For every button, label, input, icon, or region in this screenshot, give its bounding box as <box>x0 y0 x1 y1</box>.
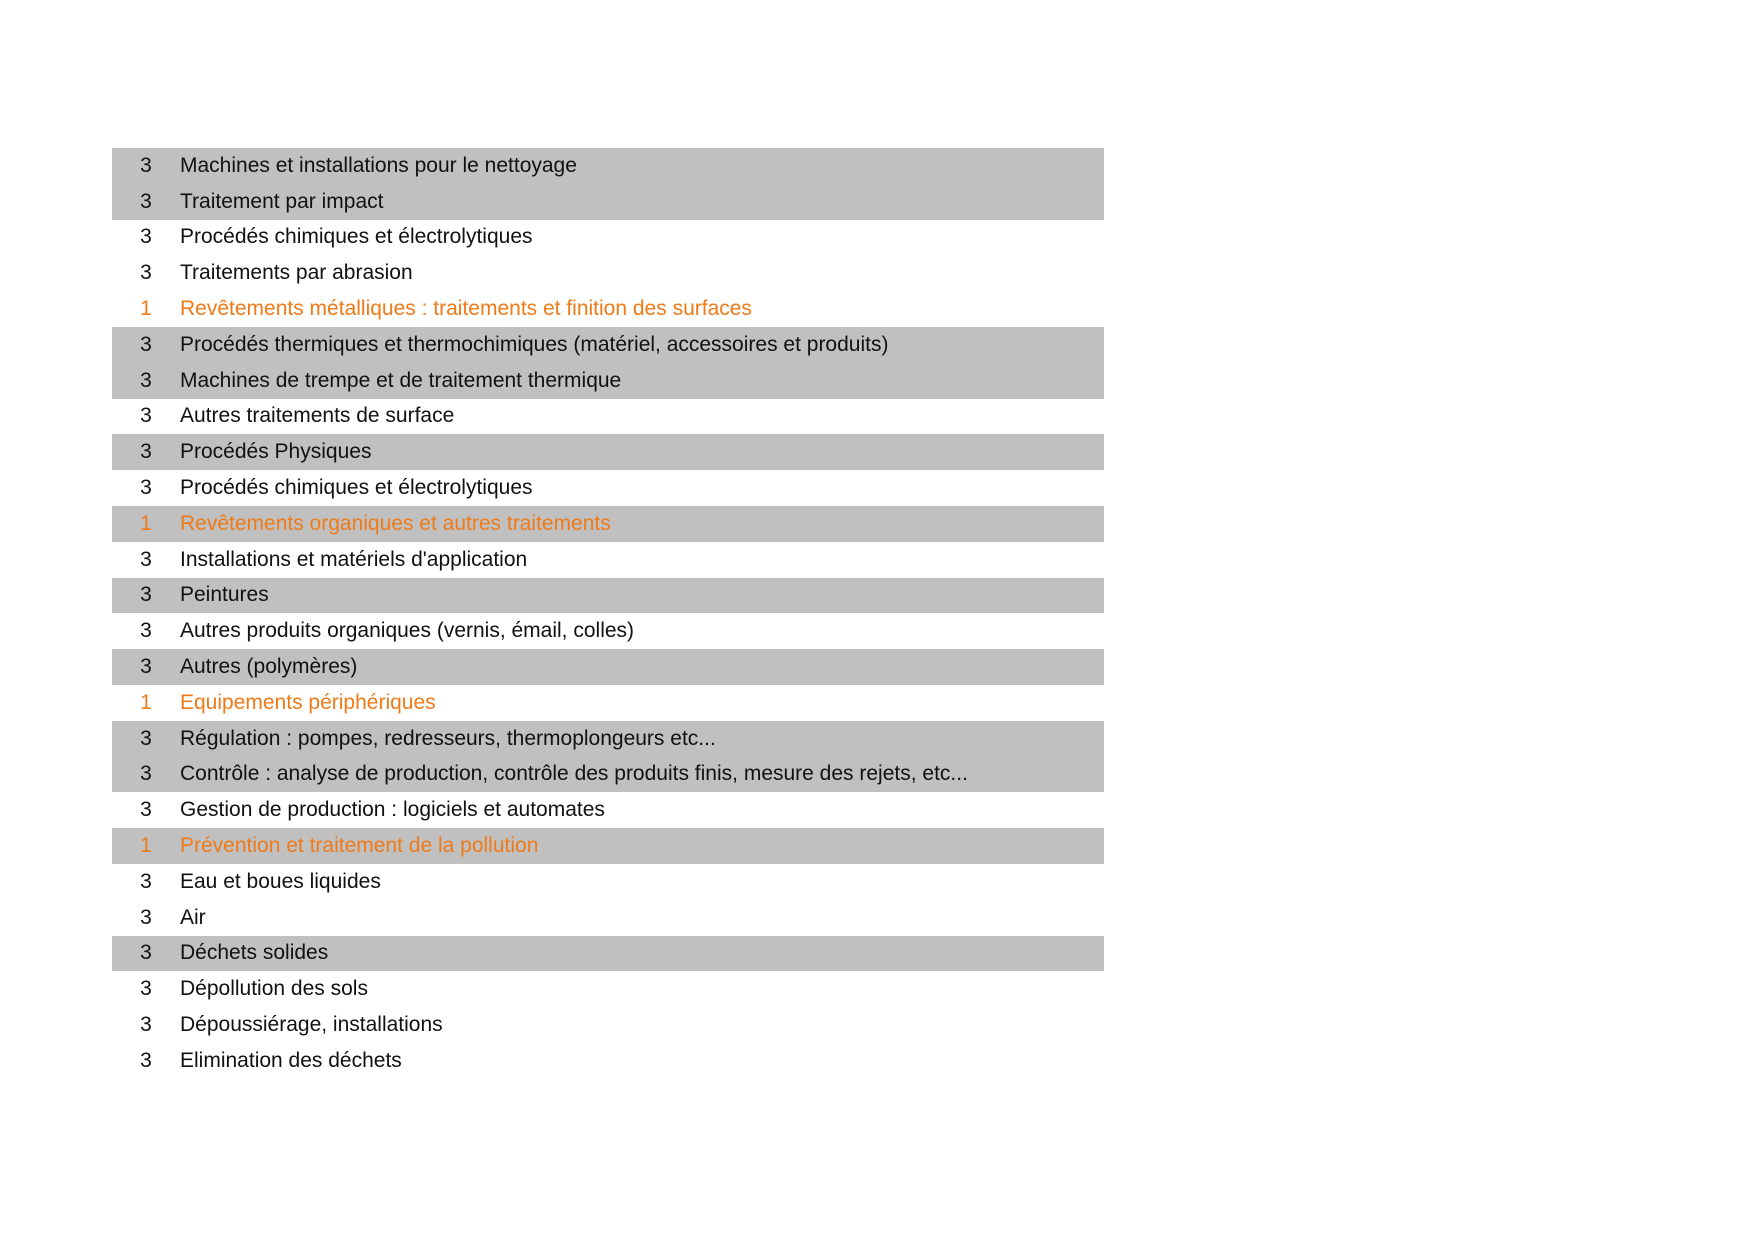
level-number: 3 <box>140 1013 152 1037</box>
level-number: 3 <box>140 977 152 1001</box>
table-row <box>112 613 1104 649</box>
table-row <box>112 470 1104 506</box>
category-label: Autres produits organiques (vernis, émail, colles) <box>180 619 635 643</box>
level-number: 3 <box>140 153 152 177</box>
category-label: Procédés Physiques <box>180 440 372 464</box>
category-label: Autres (polymères) <box>180 655 358 679</box>
category-label: Procédés chimiques et électrolytiques <box>180 476 533 500</box>
category-label: Elimination des déchets <box>180 1048 402 1072</box>
category-label: Procédés thermiques et thermochimiques (matériel, accessoires et produits) <box>180 332 889 356</box>
table-row <box>112 1043 1104 1079</box>
section-heading-label: Revêtements métalliques : traitements et finition des surfaces <box>180 297 752 321</box>
category-label: Déchets solides <box>180 941 329 965</box>
table-row <box>112 327 1104 363</box>
category-label: Régulation : pompes, redresseurs, thermoplongeurs etc... <box>180 726 716 750</box>
table-row <box>112 757 1104 793</box>
level-number: 3 <box>140 905 152 929</box>
level-number: 1 <box>140 297 152 321</box>
table-row <box>112 721 1104 757</box>
category-label: Contrôle : analyse de production, contrôle des produits finis, mesure des rejets, etc... <box>180 762 968 786</box>
table-row <box>112 184 1104 220</box>
section-heading-label: Revêtements organiques et autres traitements <box>180 511 611 535</box>
level-number: 1 <box>140 511 152 535</box>
table-row <box>112 936 1104 972</box>
category-table <box>112 148 1104 1079</box>
level-number: 3 <box>140 762 152 786</box>
category-label: Procédés chimiques et électrolytiques <box>180 225 533 249</box>
level-number: 3 <box>140 404 152 428</box>
table-row <box>112 220 1104 256</box>
category-label: Gestion de production : logiciels et automates <box>180 798 605 822</box>
category-label: Machines de trempe et de traitement thermique <box>180 368 622 392</box>
category-label: Dépoussiérage, installations <box>180 1013 443 1037</box>
level-number: 3 <box>140 476 152 500</box>
level-number: 3 <box>140 869 152 893</box>
table-row <box>112 864 1104 900</box>
table-row <box>112 434 1104 470</box>
level-number: 3 <box>140 440 152 464</box>
level-number: 3 <box>140 547 152 571</box>
level-number: 3 <box>140 368 152 392</box>
table-row <box>112 148 1104 184</box>
category-label: Installations et matériels d'application <box>180 547 528 571</box>
level-number: 3 <box>140 332 152 356</box>
table-row <box>112 399 1104 435</box>
table-row <box>112 649 1104 685</box>
level-number: 3 <box>140 583 152 607</box>
table-row <box>112 900 1104 936</box>
level-number: 1 <box>140 690 152 714</box>
category-label: Air <box>180 905 206 929</box>
level-number: 3 <box>140 655 152 679</box>
category-label: Peintures <box>180 583 269 607</box>
table-row <box>112 578 1104 614</box>
category-label: Dépollution des sols <box>180 977 368 1001</box>
category-label: Autres traitements de surface <box>180 404 455 428</box>
category-label: Machines et installations pour le nettoyage <box>180 153 577 177</box>
category-label: Traitements par abrasion <box>180 261 413 285</box>
section-heading-row <box>112 506 1104 542</box>
category-label: Traitement par impact <box>180 189 384 213</box>
table-row <box>112 255 1104 291</box>
level-number: 3 <box>140 726 152 750</box>
table-row <box>112 363 1104 399</box>
level-number: 1 <box>140 834 152 858</box>
category-label: Eau et boues liquides <box>180 869 381 893</box>
section-heading-row <box>112 291 1104 327</box>
level-number: 3 <box>140 619 152 643</box>
level-number: 3 <box>140 261 152 285</box>
table-row <box>112 1007 1104 1043</box>
section-heading-row <box>112 685 1104 721</box>
section-heading-label: Prévention et traitement de la pollution <box>180 834 539 858</box>
level-number: 3 <box>140 798 152 822</box>
section-heading-label: Equipements périphériques <box>180 690 436 714</box>
table-row <box>112 792 1104 828</box>
level-number: 3 <box>140 941 152 965</box>
level-number: 3 <box>140 189 152 213</box>
section-heading-row <box>112 828 1104 864</box>
level-number: 3 <box>140 225 152 249</box>
level-number: 3 <box>140 1048 152 1072</box>
table-row <box>112 542 1104 578</box>
table-row <box>112 971 1104 1007</box>
